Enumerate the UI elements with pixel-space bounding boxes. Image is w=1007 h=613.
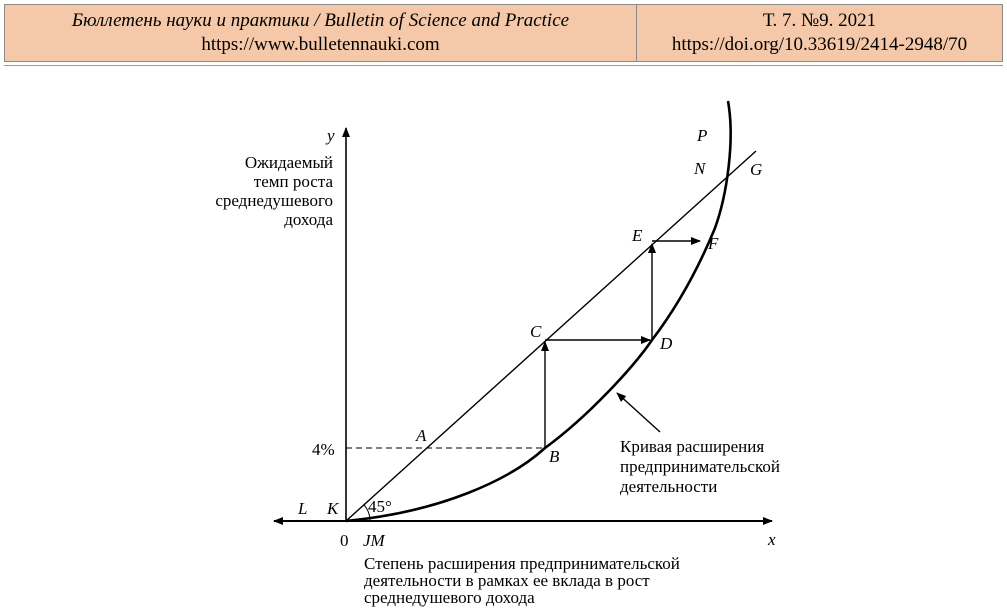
point-g: G xyxy=(750,160,763,179)
point-jm: JM xyxy=(363,531,385,550)
x-title-line-2: деятельности в рамках ее вклада в рост xyxy=(364,571,650,590)
point-a: A xyxy=(416,426,427,445)
point-d: D xyxy=(660,334,673,353)
point-b: B xyxy=(549,447,560,466)
point-f: F xyxy=(708,234,719,253)
y-title-line-4: дохода xyxy=(284,210,333,229)
journal-title: Бюллетень науки и практики / Bulletin of Science and Practice xyxy=(71,10,570,31)
origin-label: 0 xyxy=(340,531,349,550)
issue-number: Т. 7. №9. 2021 xyxy=(762,10,877,31)
x-title-line-3: среднедушевого дохода xyxy=(364,588,535,607)
x-axis-letter: x xyxy=(768,530,776,549)
tick-4-percent: 4% xyxy=(312,440,335,459)
y-title-line-2: темп роста xyxy=(253,172,333,191)
y-title-line-3: среднедушевого xyxy=(215,191,333,210)
point-n: N xyxy=(694,159,706,178)
curve-label-pointer xyxy=(617,393,660,432)
x-title-line-1: Степень расширения предпринимательской xyxy=(364,554,680,573)
point-k: K xyxy=(327,499,339,518)
point-p: P xyxy=(697,126,708,145)
point-e: E xyxy=(632,226,643,245)
doi-link[interactable]: https://doi.org/10.33619/2414-2948/70 xyxy=(671,34,968,55)
journal-url[interactable]: https://www.bulletennauki.com xyxy=(201,34,440,55)
y-title-line-1: Ожидаемый xyxy=(244,153,333,172)
curve-label-line-2: предпринимательской xyxy=(620,457,780,476)
angle-label: 45° xyxy=(368,497,392,516)
point-c: C xyxy=(530,322,542,341)
curve-label-line-1: Кривая расширения xyxy=(620,437,765,456)
curve-label-line-3: деятельности xyxy=(620,477,718,496)
y-axis-letter: y xyxy=(327,126,335,145)
point-l: L xyxy=(298,499,308,518)
